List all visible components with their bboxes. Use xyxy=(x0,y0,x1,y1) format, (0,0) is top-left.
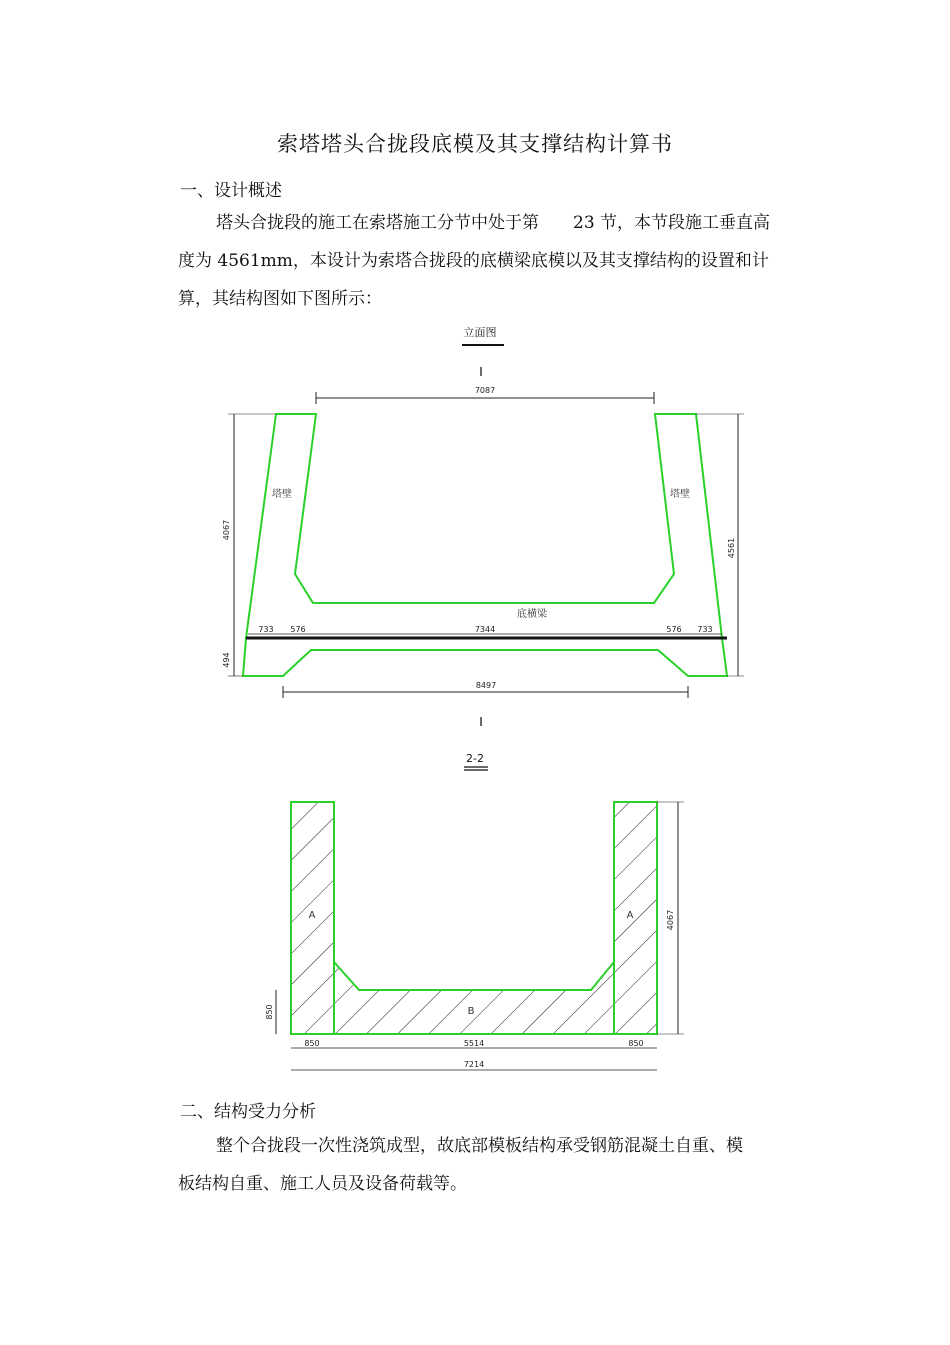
paragraph-line: 算，其结构图如下图所示： xyxy=(178,289,382,309)
paragraph-line: 板结构自重、施工人员及设备荷载等。 xyxy=(178,1174,467,1194)
dim-850-left: 850 xyxy=(304,1039,320,1048)
dim-5514: 5514 xyxy=(463,1039,485,1048)
paragraph-line: 度为 4561mm，本设计为索塔合拢段的底横梁底模以及其支撑结构的设置和计 xyxy=(178,251,769,271)
tower-outline-upper xyxy=(246,414,722,638)
section-2-2-drawing xyxy=(265,752,684,1070)
label-a-right: A xyxy=(626,910,634,921)
dim-7214: 7214 xyxy=(463,1060,485,1069)
dim-494: 494 xyxy=(222,652,231,668)
dim-8497: 8497 xyxy=(475,681,497,690)
dim-850-right: 850 xyxy=(628,1039,644,1048)
dim-7344: 7344 xyxy=(474,625,496,634)
tower-outline-lower xyxy=(243,638,727,676)
elevation-caption: 立面图 xyxy=(463,326,497,339)
section-a-right xyxy=(614,802,657,1034)
page-title: 索塔塔头合拢段底模及其支撑结构计算书 xyxy=(277,132,673,156)
label-a-left: A xyxy=(308,910,316,921)
dim-576-right: 576 xyxy=(666,625,682,634)
section-b-beam xyxy=(334,962,614,1034)
paragraph-line: 塔头合拢段的施工在索塔施工分节中处于第 23 节，本节段施工垂直高 xyxy=(216,213,771,233)
dim-4067-section: 4067 xyxy=(666,909,675,931)
elevation-drawing xyxy=(222,326,744,729)
dim-4561: 4561 xyxy=(727,537,736,559)
dim-733-left: 733 xyxy=(258,625,274,634)
label-b: B xyxy=(467,1006,475,1017)
section-2-heading: 二、结构受力分析 xyxy=(180,1102,316,1122)
section-mark-bottom: I xyxy=(479,715,483,729)
dim-733-right: 733 xyxy=(697,625,713,634)
paragraph-line: 整个合拢段一次性浇筑成型，故底部模板结构承受钢筋混凝土自重、模 xyxy=(216,1136,743,1156)
bottom-beam-label: 底横梁 xyxy=(517,609,547,620)
tower-wall-left-label: 塔壁 xyxy=(272,489,292,500)
dim-576-left: 576 xyxy=(290,625,306,634)
section-2-paragraph xyxy=(178,1127,818,1203)
section-caption: 2-2 xyxy=(466,752,484,765)
dim-7087: 7087 xyxy=(474,386,496,395)
tower-wall-right-label: 塔壁 xyxy=(670,489,690,500)
dim-850-vertical: 850 xyxy=(265,1004,274,1020)
section-1-heading: 一、设计概述 xyxy=(180,181,282,201)
dim-4067-left: 4067 xyxy=(222,519,231,541)
section-mark-top: I xyxy=(479,365,483,379)
